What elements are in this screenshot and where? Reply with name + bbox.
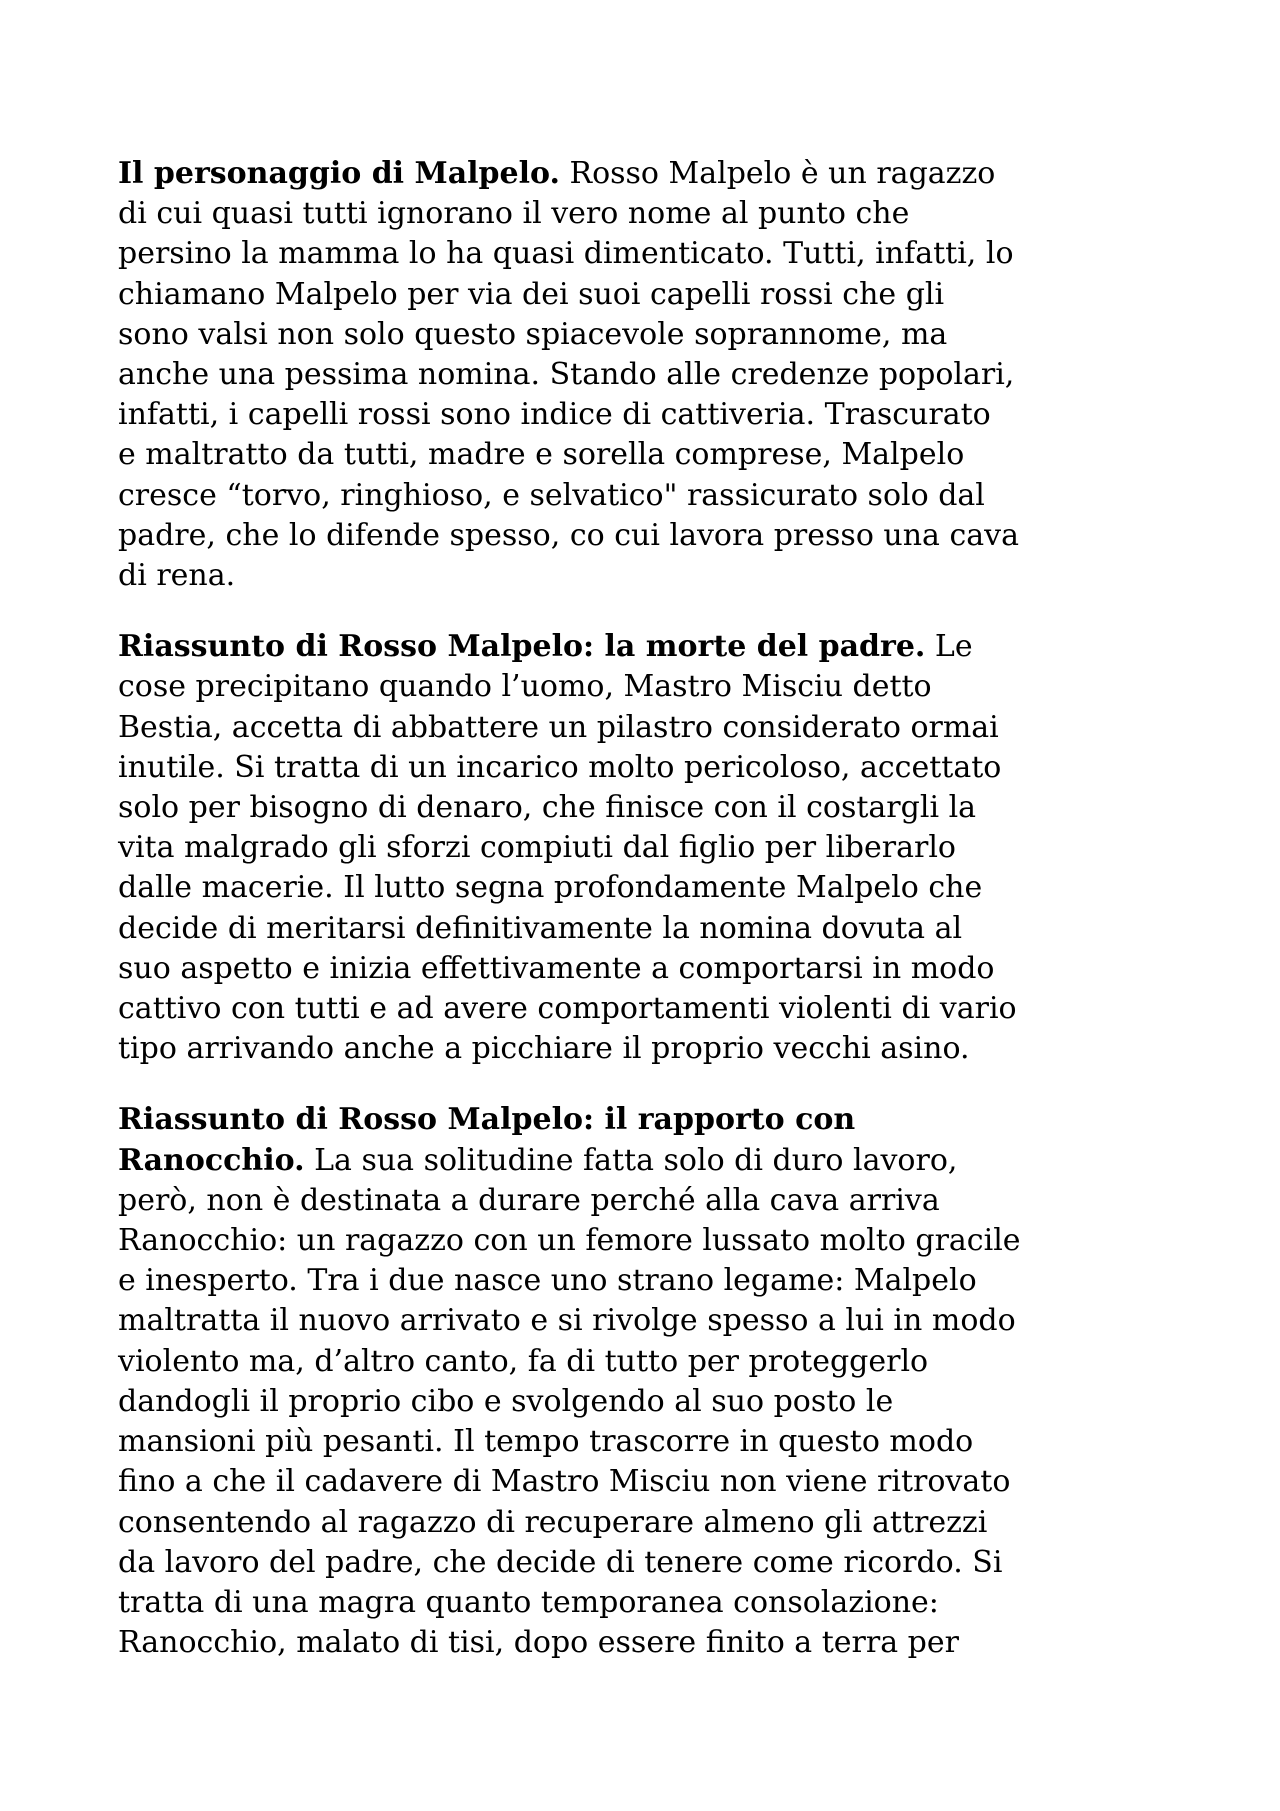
- body-text: infatti, i capelli rossi sono indice di cattiveria. Trascurato: [118, 397, 991, 433]
- body-text: dandogli il proprio cibo e svolgendo al suo posto le: [118, 1383, 894, 1419]
- body-text: decide di meritarsi definitivamente la nomina dovuta al: [118, 910, 963, 946]
- section-heading: Il personaggio di Malpelo.: [118, 156, 560, 191]
- text-line: [118, 748, 1021, 788]
- text-line: [118, 1422, 1021, 1462]
- text-line: [118, 1221, 1021, 1261]
- body-text: anche una pessima nomina. Stando alle credenze popolari,: [118, 357, 1015, 393]
- body-text: violento ma, d’altro canto, fa di tutto per proteggerlo: [118, 1343, 929, 1379]
- text-line: [118, 355, 1021, 395]
- body-text: di cui quasi tutti ignorano il vero nome al punto che: [118, 196, 910, 232]
- body-text: inutile. Si tratta di un incarico molto pericoloso, accettato: [118, 749, 1002, 785]
- text-line: [118, 909, 1021, 949]
- text-line: [118, 627, 1021, 667]
- body-text: solo per bisogno di denaro, che finisce con il costargli la: [118, 790, 977, 826]
- text-line: [118, 828, 1021, 868]
- text-line: [118, 1623, 1021, 1663]
- text-line: [118, 1181, 1021, 1221]
- text-line: [118, 1543, 1021, 1583]
- body-text: tipo arrivando anche a picchiare il proprio vecchi asino.: [118, 1031, 970, 1067]
- body-text: suo aspetto e inizia effettivamente a comportarsi in modo: [118, 950, 995, 986]
- body-text: fino a che il cadavere di Mastro Misciu non viene ritrovato: [118, 1464, 1011, 1500]
- body-text: cresce “torvo, ringhioso, e selvatico" rassicurato solo dal: [118, 477, 985, 513]
- text-line: [118, 788, 1021, 828]
- text-line: [118, 1583, 1021, 1623]
- text-line: [118, 1342, 1021, 1382]
- body-text: cose precipitano quando l’uomo, Mastro Misciu detto: [118, 669, 932, 705]
- text-line: [118, 395, 1021, 435]
- body-text: e maltratto da tutti, madre e sorella comprese, Malpelo: [118, 437, 965, 473]
- text-line: [118, 154, 1021, 194]
- text-line: [118, 1301, 1021, 1341]
- body-text: di rena.: [118, 558, 236, 594]
- text-line: [118, 275, 1021, 315]
- paragraph: [118, 627, 1021, 1069]
- body-text: Rosso Malpelo è un ragazzo: [559, 156, 996, 191]
- text-line: [118, 1100, 1021, 1140]
- paragraph: [118, 1100, 1021, 1663]
- text-line: [118, 667, 1021, 707]
- text-line: [118, 1261, 1021, 1301]
- section-heading: Riassunto di Rosso Malpelo: il rapporto con: [118, 1102, 856, 1138]
- text-line: [118, 1141, 1021, 1181]
- text-line: [118, 476, 1021, 516]
- document-body: [118, 154, 1021, 1694]
- body-text: vita malgrado gli sforzi compiuti dal figlio per liberarlo: [118, 830, 956, 866]
- body-text: Ranocchio, malato di tisi, dopo essere finito a terra per: [118, 1625, 959, 1661]
- text-line: [118, 234, 1021, 274]
- body-text: Ranocchio: un ragazzo con un femore lussato molto gracile: [118, 1223, 1021, 1259]
- paragraph: [118, 154, 1021, 596]
- text-line: [118, 1462, 1021, 1502]
- body-text: Bestia, accetta di abbattere un pilastro considerato ormai: [118, 709, 999, 745]
- text-line: [118, 516, 1021, 556]
- text-line: [118, 868, 1021, 908]
- text-line: [118, 989, 1021, 1029]
- body-text: mansioni più pesanti. Il tempo trascorre in questo modo: [118, 1424, 974, 1460]
- body-text: chiamano Malpelo per via dei suoi capelli rossi che gli: [118, 276, 945, 312]
- body-text: persino la mamma lo ha quasi dimenticato. Tutti, infatti, lo: [118, 236, 1014, 272]
- body-text: consentendo al ragazzo di recuperare almeno gli attrezzi: [118, 1504, 988, 1540]
- text-line: [118, 1503, 1021, 1543]
- text-line: [118, 556, 1021, 596]
- body-text: sono valsi non solo questo spiacevole soprannome, ma: [118, 316, 948, 352]
- body-text: tratta di una magra quanto temporanea consolazione:: [118, 1584, 939, 1620]
- body-text: Le: [925, 629, 973, 665]
- body-text: padre, che lo difende spesso, co cui lavora presso una cava: [118, 517, 1019, 553]
- body-text: da lavoro del padre, che decide di tenere come ricordo. Si: [118, 1544, 1003, 1580]
- text-line: [118, 194, 1021, 234]
- text-line: [118, 435, 1021, 475]
- body-text: cattivo con tutti e ad avere comportamenti violenti di vario: [118, 991, 1017, 1027]
- body-text: e inesperto. Tra i due nasce uno strano legame: Malpelo: [118, 1263, 977, 1299]
- text-line: [118, 708, 1021, 748]
- text-line: [118, 1382, 1021, 1422]
- text-line: [118, 1029, 1021, 1069]
- text-line: [118, 949, 1021, 989]
- text-line: [118, 315, 1021, 355]
- body-text: dalle macerie. Il lutto segna profondamente Malpelo che: [118, 870, 983, 906]
- section-heading: Ranocchio.: [118, 1142, 305, 1178]
- body-text: però, non è destinata a durare perché alla cava arriva: [118, 1182, 940, 1218]
- body-text: maltratta il nuovo arrivato e si rivolge spesso a lui in modo: [118, 1303, 1016, 1339]
- body-text: La sua solitudine fatta solo di duro lavoro,: [304, 1142, 958, 1178]
- section-heading: Riassunto di Rosso Malpelo: la morte del padre.: [118, 629, 926, 665]
